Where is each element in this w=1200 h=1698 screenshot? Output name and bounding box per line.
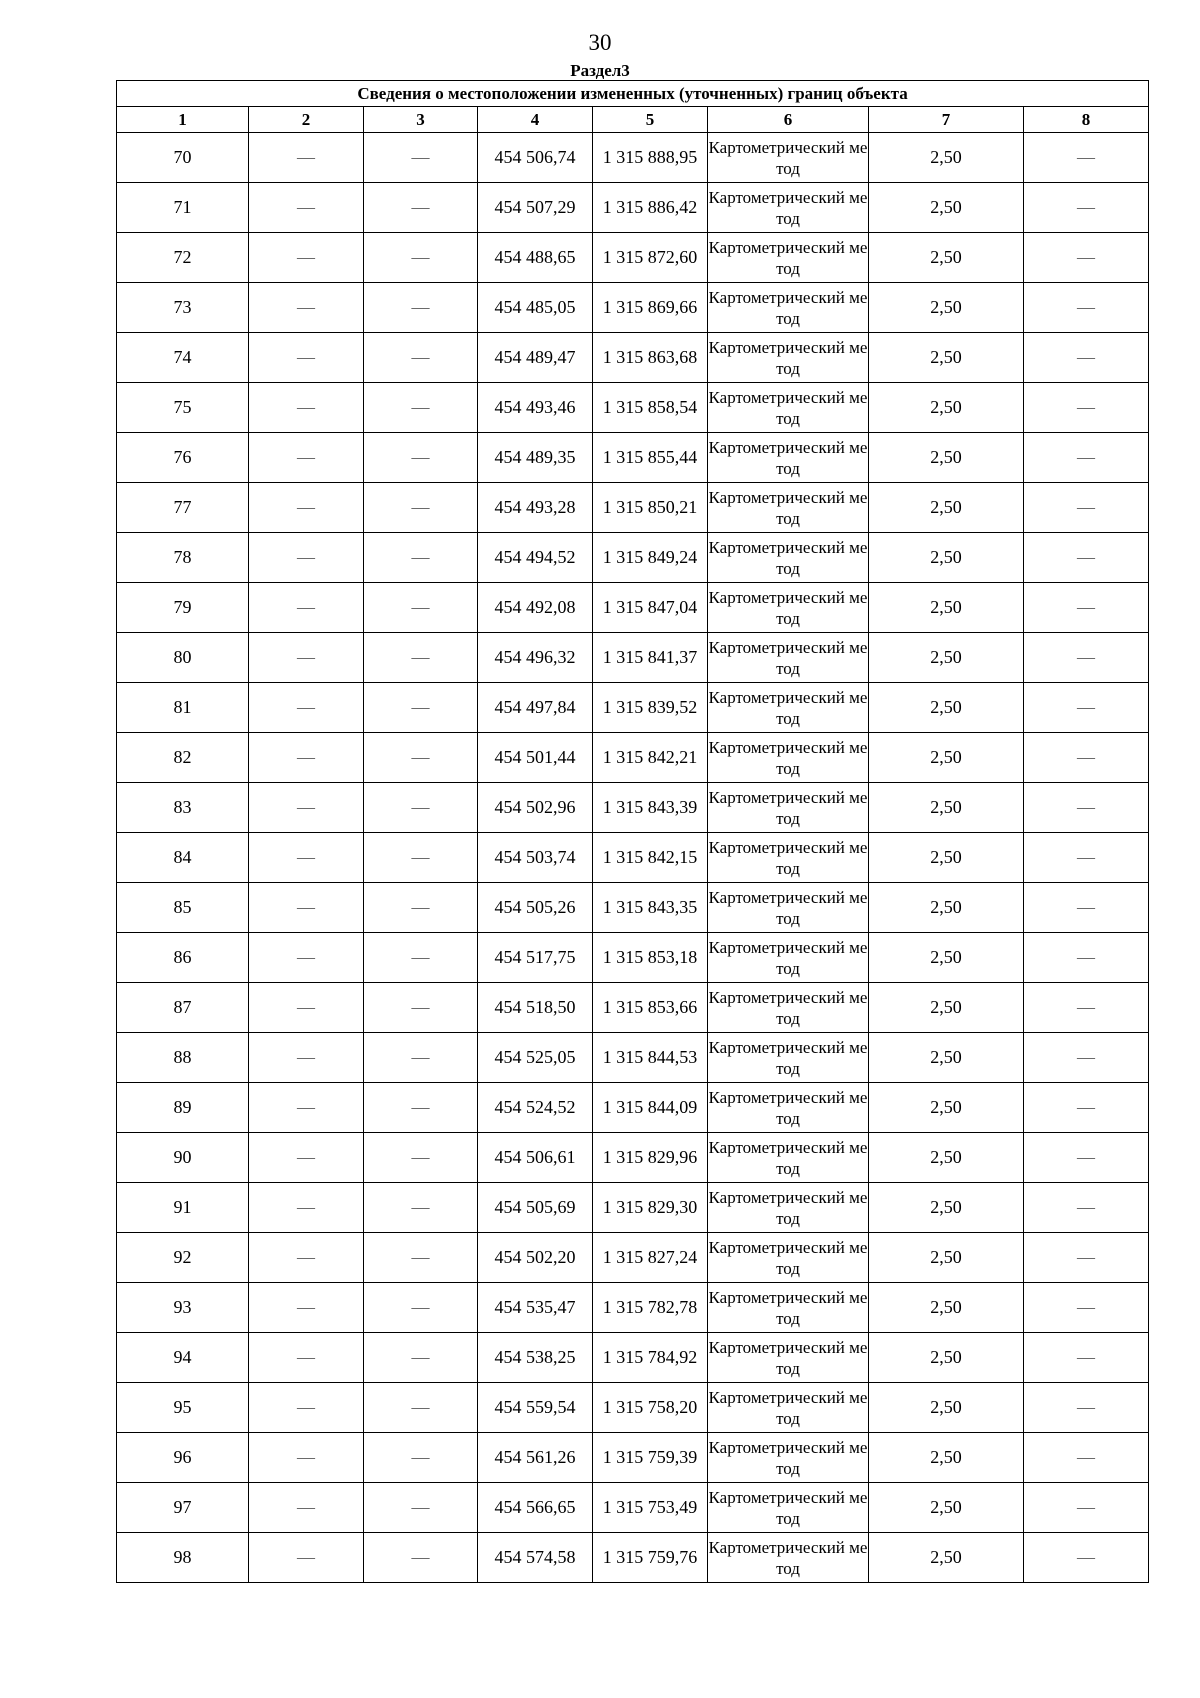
y-coordinate-cell: 1 315 855,44 xyxy=(593,433,708,483)
method-cell: Картометрический метод xyxy=(708,1033,869,1083)
y-coordinate-cell: 1 315 863,68 xyxy=(593,333,708,383)
col8-cell: — xyxy=(1024,633,1149,683)
col8-cell: — xyxy=(1024,133,1149,183)
col2-cell: — xyxy=(249,333,364,383)
table-row xyxy=(117,433,1149,483)
col2-cell: — xyxy=(249,883,364,933)
col8-cell: — xyxy=(1024,1033,1149,1083)
y-coordinate-cell: 1 315 758,20 xyxy=(593,1383,708,1433)
column-header-2: 2 xyxy=(249,107,364,133)
x-coordinate-cell: 454 488,65 xyxy=(478,233,593,283)
method-cell: Картометрический метод xyxy=(708,933,869,983)
x-coordinate-cell: 454 559,54 xyxy=(478,1383,593,1433)
col3-cell: — xyxy=(364,883,478,933)
y-coordinate-cell: 1 315 784,92 xyxy=(593,1333,708,1383)
col8-cell: — xyxy=(1024,233,1149,283)
accuracy-cell: 2,50 xyxy=(869,1333,1024,1383)
method-cell: Картометрический метод xyxy=(708,533,869,583)
accuracy-cell: 2,50 xyxy=(869,883,1024,933)
y-coordinate-cell: 1 315 847,04 xyxy=(593,583,708,633)
col8-cell: — xyxy=(1024,533,1149,583)
col3-cell: — xyxy=(364,433,478,483)
col2-cell: — xyxy=(249,783,364,833)
col2-cell: — xyxy=(249,183,364,233)
col2-cell: — xyxy=(249,733,364,783)
method-cell: Картометрический метод xyxy=(708,133,869,183)
method-cell: Картометрический метод xyxy=(708,783,869,833)
col8-cell: — xyxy=(1024,1083,1149,1133)
point-number-cell: 71 xyxy=(117,183,249,233)
col8-cell: — xyxy=(1024,1483,1149,1533)
col3-cell: — xyxy=(364,683,478,733)
column-header-3: 3 xyxy=(364,107,478,133)
y-coordinate-cell: 1 315 888,95 xyxy=(593,133,708,183)
col8-cell: — xyxy=(1024,1383,1149,1433)
x-coordinate-cell: 454 485,05 xyxy=(478,283,593,333)
accuracy-cell: 2,50 xyxy=(869,1233,1024,1283)
col3-cell: — xyxy=(364,183,478,233)
col8-cell: — xyxy=(1024,1183,1149,1233)
x-coordinate-cell: 454 502,20 xyxy=(478,1233,593,1283)
col2-cell: — xyxy=(249,1333,364,1383)
column-header-4: 4 xyxy=(478,107,593,133)
y-coordinate-cell: 1 315 782,78 xyxy=(593,1283,708,1333)
y-coordinate-cell: 1 315 844,09 xyxy=(593,1083,708,1133)
col3-cell: — xyxy=(364,283,478,333)
y-coordinate-cell: 1 315 886,42 xyxy=(593,183,708,233)
col8-cell: — xyxy=(1024,1533,1149,1583)
col8-cell: — xyxy=(1024,1233,1149,1283)
col8-cell: — xyxy=(1024,783,1149,833)
col8-cell: — xyxy=(1024,983,1149,1033)
point-number-cell: 80 xyxy=(117,633,249,683)
col3-cell: — xyxy=(364,383,478,433)
accuracy-cell: 2,50 xyxy=(869,133,1024,183)
table-row xyxy=(117,1383,1149,1433)
method-cell: Картометрический метод xyxy=(708,333,869,383)
col8-cell: — xyxy=(1024,183,1149,233)
table-row xyxy=(117,733,1149,783)
method-cell: Картометрический метод xyxy=(708,283,869,333)
accuracy-cell: 2,50 xyxy=(869,1283,1024,1333)
col3-cell: — xyxy=(364,483,478,533)
column-header-5: 5 xyxy=(593,107,708,133)
accuracy-cell: 2,50 xyxy=(869,683,1024,733)
table-row xyxy=(117,283,1149,333)
col2-cell: — xyxy=(249,1383,364,1433)
page-number: 30 xyxy=(588,30,612,55)
point-number-cell: 82 xyxy=(117,733,249,783)
method-cell: Картометрический метод xyxy=(708,983,869,1033)
method-cell: Картометрический метод xyxy=(708,183,869,233)
accuracy-cell: 2,50 xyxy=(869,533,1024,583)
point-number-cell: 79 xyxy=(117,583,249,633)
y-coordinate-cell: 1 315 858,54 xyxy=(593,383,708,433)
table-row xyxy=(117,533,1149,583)
col3-cell: — xyxy=(364,783,478,833)
x-coordinate-cell: 454 503,74 xyxy=(478,833,593,883)
x-coordinate-cell: 454 574,58 xyxy=(478,1533,593,1583)
col2-cell: — xyxy=(249,1133,364,1183)
col3-cell: — xyxy=(364,983,478,1033)
table-row xyxy=(117,1083,1149,1133)
table-row xyxy=(117,483,1149,533)
accuracy-cell: 2,50 xyxy=(869,1483,1024,1533)
accuracy-cell: 2,50 xyxy=(869,1183,1024,1233)
column-header-7: 7 xyxy=(869,107,1024,133)
x-coordinate-cell: 454 493,28 xyxy=(478,483,593,533)
col2-cell: — xyxy=(249,1483,364,1533)
y-coordinate-cell: 1 315 850,21 xyxy=(593,483,708,533)
col2-cell: — xyxy=(249,1083,364,1133)
col2-cell: — xyxy=(249,533,364,583)
point-number-cell: 92 xyxy=(117,1233,249,1283)
accuracy-cell: 2,50 xyxy=(869,733,1024,783)
table-caption: Сведения о местоположении измененных (уточненных) границ объекта xyxy=(117,81,1149,107)
coordinates-table xyxy=(116,80,1149,1583)
point-number-cell: 83 xyxy=(117,783,249,833)
col3-cell: — xyxy=(364,1133,478,1183)
accuracy-cell: 2,50 xyxy=(869,1533,1024,1583)
method-cell: Картометрический метод xyxy=(708,483,869,533)
accuracy-cell: 2,50 xyxy=(869,1383,1024,1433)
point-number-cell: 72 xyxy=(117,233,249,283)
y-coordinate-cell: 1 315 753,49 xyxy=(593,1483,708,1533)
method-cell: Картометрический метод xyxy=(708,433,869,483)
col2-cell: — xyxy=(249,433,364,483)
x-coordinate-cell: 454 525,05 xyxy=(478,1033,593,1083)
point-number-cell: 73 xyxy=(117,283,249,333)
col3-cell: — xyxy=(364,733,478,783)
accuracy-cell: 2,50 xyxy=(869,433,1024,483)
accuracy-cell: 2,50 xyxy=(869,1083,1024,1133)
col8-cell: — xyxy=(1024,283,1149,333)
col2-cell: — xyxy=(249,383,364,433)
y-coordinate-cell: 1 315 853,66 xyxy=(593,983,708,1033)
col2-cell: — xyxy=(249,1183,364,1233)
col3-cell: — xyxy=(364,1033,478,1083)
accuracy-cell: 2,50 xyxy=(869,1133,1024,1183)
point-number-cell: 85 xyxy=(117,883,249,933)
accuracy-cell: 2,50 xyxy=(869,583,1024,633)
table-row xyxy=(117,1033,1149,1083)
table-row xyxy=(117,983,1149,1033)
accuracy-cell: 2,50 xyxy=(869,233,1024,283)
x-coordinate-cell: 454 493,46 xyxy=(478,383,593,433)
col3-cell: — xyxy=(364,333,478,383)
method-cell: Картометрический метод xyxy=(708,1333,869,1383)
col3-cell: — xyxy=(364,533,478,583)
y-coordinate-cell: 1 315 853,18 xyxy=(593,933,708,983)
y-coordinate-cell: 1 315 827,24 xyxy=(593,1233,708,1283)
col3-cell: — xyxy=(364,1483,478,1533)
col2-cell: — xyxy=(249,1533,364,1583)
x-coordinate-cell: 454 501,44 xyxy=(478,733,593,783)
method-cell: Картометрический метод xyxy=(708,1433,869,1483)
table-caption-row xyxy=(117,81,1149,107)
col2-cell: — xyxy=(249,1283,364,1333)
y-coordinate-cell: 1 315 829,30 xyxy=(593,1183,708,1233)
method-cell: Картометрический метод xyxy=(708,1183,869,1233)
col3-cell: — xyxy=(364,1533,478,1583)
point-number-cell: 89 xyxy=(117,1083,249,1133)
col2-cell: — xyxy=(249,933,364,983)
col3-cell: — xyxy=(364,633,478,683)
y-coordinate-cell: 1 315 842,21 xyxy=(593,733,708,783)
column-header-8: 8 xyxy=(1024,107,1149,133)
x-coordinate-cell: 454 489,35 xyxy=(478,433,593,483)
method-cell: Картометрический метод xyxy=(708,683,869,733)
x-coordinate-cell: 454 507,29 xyxy=(478,183,593,233)
accuracy-cell: 2,50 xyxy=(869,783,1024,833)
col2-cell: — xyxy=(249,683,364,733)
col8-cell: — xyxy=(1024,833,1149,883)
point-number-cell: 98 xyxy=(117,1533,249,1583)
method-cell: Картометрический метод xyxy=(708,1533,869,1583)
col2-cell: — xyxy=(249,483,364,533)
accuracy-cell: 2,50 xyxy=(869,183,1024,233)
y-coordinate-cell: 1 315 869,66 xyxy=(593,283,708,333)
x-coordinate-cell: 454 518,50 xyxy=(478,983,593,1033)
x-coordinate-cell: 454 497,84 xyxy=(478,683,593,733)
accuracy-cell: 2,50 xyxy=(869,633,1024,683)
point-number-cell: 76 xyxy=(117,433,249,483)
accuracy-cell: 2,50 xyxy=(869,483,1024,533)
accuracy-cell: 2,50 xyxy=(869,383,1024,433)
table-row xyxy=(117,633,1149,683)
col2-cell: — xyxy=(249,983,364,1033)
table-row xyxy=(117,833,1149,883)
point-number-cell: 86 xyxy=(117,933,249,983)
col8-cell: — xyxy=(1024,483,1149,533)
col2-cell: — xyxy=(249,233,364,283)
y-coordinate-cell: 1 315 843,39 xyxy=(593,783,708,833)
method-cell: Картометрический метод xyxy=(708,1133,869,1183)
col3-cell: — xyxy=(364,1083,478,1133)
col8-cell: — xyxy=(1024,683,1149,733)
x-coordinate-cell: 454 505,69 xyxy=(478,1183,593,1233)
table-row xyxy=(117,1283,1149,1333)
point-number-cell: 91 xyxy=(117,1183,249,1233)
col3-cell: — xyxy=(364,583,478,633)
col3-cell: — xyxy=(364,1283,478,1333)
table-row xyxy=(117,333,1149,383)
y-coordinate-cell: 1 315 844,53 xyxy=(593,1033,708,1083)
table-row xyxy=(117,1333,1149,1383)
method-cell: Картометрический метод xyxy=(708,1233,869,1283)
col2-cell: — xyxy=(249,283,364,333)
y-coordinate-cell: 1 315 841,37 xyxy=(593,633,708,683)
table-row xyxy=(117,1133,1149,1183)
accuracy-cell: 2,50 xyxy=(869,1033,1024,1083)
col2-cell: — xyxy=(249,133,364,183)
x-coordinate-cell: 454 538,25 xyxy=(478,1333,593,1383)
method-cell: Картометрический метод xyxy=(708,1283,869,1333)
method-cell: Картометрический метод xyxy=(708,633,869,683)
x-coordinate-cell: 454 561,26 xyxy=(478,1433,593,1483)
col3-cell: — xyxy=(364,933,478,983)
col8-cell: — xyxy=(1024,1433,1149,1483)
method-cell: Картометрический метод xyxy=(708,583,869,633)
col8-cell: — xyxy=(1024,383,1149,433)
point-number-cell: 90 xyxy=(117,1133,249,1183)
accuracy-cell: 2,50 xyxy=(869,333,1024,383)
col8-cell: — xyxy=(1024,333,1149,383)
table-row xyxy=(117,183,1149,233)
table-row xyxy=(117,1433,1149,1483)
x-coordinate-cell: 454 489,47 xyxy=(478,333,593,383)
accuracy-cell: 2,50 xyxy=(869,283,1024,333)
point-number-cell: 84 xyxy=(117,833,249,883)
table-body xyxy=(117,81,1149,1583)
x-coordinate-cell: 454 496,32 xyxy=(478,633,593,683)
point-number-cell: 70 xyxy=(117,133,249,183)
col8-cell: — xyxy=(1024,433,1149,483)
section-title: Раздел3 xyxy=(570,61,630,80)
table-row xyxy=(117,383,1149,433)
point-number-cell: 81 xyxy=(117,683,249,733)
col3-cell: — xyxy=(364,833,478,883)
y-coordinate-cell: 1 315 759,39 xyxy=(593,1433,708,1483)
y-coordinate-cell: 1 315 842,15 xyxy=(593,833,708,883)
method-cell: Картометрический метод xyxy=(708,233,869,283)
point-number-cell: 78 xyxy=(117,533,249,583)
point-number-cell: 96 xyxy=(117,1433,249,1483)
column-header-row xyxy=(117,107,1149,133)
col2-cell: — xyxy=(249,583,364,633)
point-number-cell: 88 xyxy=(117,1033,249,1083)
accuracy-cell: 2,50 xyxy=(869,983,1024,1033)
column-header-1: 1 xyxy=(117,107,249,133)
x-coordinate-cell: 454 566,65 xyxy=(478,1483,593,1533)
table-row xyxy=(117,1233,1149,1283)
method-cell: Картометрический метод xyxy=(708,883,869,933)
table-row xyxy=(117,933,1149,983)
point-number-cell: 95 xyxy=(117,1383,249,1433)
x-coordinate-cell: 454 506,74 xyxy=(478,133,593,183)
col3-cell: — xyxy=(364,1383,478,1433)
col2-cell: — xyxy=(249,1433,364,1483)
col3-cell: — xyxy=(364,1233,478,1283)
y-coordinate-cell: 1 315 843,35 xyxy=(593,883,708,933)
point-number-cell: 93 xyxy=(117,1283,249,1333)
col3-cell: — xyxy=(364,1183,478,1233)
x-coordinate-cell: 454 535,47 xyxy=(478,1283,593,1333)
x-coordinate-cell: 454 506,61 xyxy=(478,1133,593,1183)
point-number-cell: 74 xyxy=(117,333,249,383)
y-coordinate-cell: 1 315 829,96 xyxy=(593,1133,708,1183)
method-cell: Картометрический метод xyxy=(708,1083,869,1133)
x-coordinate-cell: 454 517,75 xyxy=(478,933,593,983)
col2-cell: — xyxy=(249,1033,364,1083)
table-row xyxy=(117,583,1149,633)
col8-cell: — xyxy=(1024,1283,1149,1333)
x-coordinate-cell: 454 494,52 xyxy=(478,533,593,583)
accuracy-cell: 2,50 xyxy=(869,933,1024,983)
method-cell: Картометрический метод xyxy=(708,1483,869,1533)
table-row xyxy=(117,883,1149,933)
x-coordinate-cell: 454 492,08 xyxy=(478,583,593,633)
y-coordinate-cell: 1 315 849,24 xyxy=(593,533,708,583)
col8-cell: — xyxy=(1024,733,1149,783)
col8-cell: — xyxy=(1024,933,1149,983)
table-row xyxy=(117,133,1149,183)
point-number-cell: 77 xyxy=(117,483,249,533)
col8-cell: — xyxy=(1024,1333,1149,1383)
column-header-6: 6 xyxy=(708,107,869,133)
table-row xyxy=(117,1483,1149,1533)
table-row xyxy=(117,1533,1149,1583)
method-cell: Картометрический метод xyxy=(708,1383,869,1433)
col3-cell: — xyxy=(364,233,478,283)
table-row xyxy=(117,1183,1149,1233)
x-coordinate-cell: 454 524,52 xyxy=(478,1083,593,1133)
method-cell: Картометрический метод xyxy=(708,733,869,783)
point-number-cell: 87 xyxy=(117,983,249,1033)
col2-cell: — xyxy=(249,1233,364,1283)
table-row xyxy=(117,683,1149,733)
y-coordinate-cell: 1 315 759,76 xyxy=(593,1533,708,1583)
accuracy-cell: 2,50 xyxy=(869,1433,1024,1483)
table-row xyxy=(117,233,1149,283)
x-coordinate-cell: 454 502,96 xyxy=(478,783,593,833)
col8-cell: — xyxy=(1024,883,1149,933)
col3-cell: — xyxy=(364,1433,478,1483)
y-coordinate-cell: 1 315 872,60 xyxy=(593,233,708,283)
x-coordinate-cell: 454 505,26 xyxy=(478,883,593,933)
col3-cell: — xyxy=(364,1333,478,1383)
col8-cell: — xyxy=(1024,583,1149,633)
method-cell: Картометрический метод xyxy=(708,833,869,883)
method-cell: Картометрический метод xyxy=(708,383,869,433)
col3-cell: — xyxy=(364,133,478,183)
y-coordinate-cell: 1 315 839,52 xyxy=(593,683,708,733)
col2-cell: — xyxy=(249,633,364,683)
accuracy-cell: 2,50 xyxy=(869,833,1024,883)
col8-cell: — xyxy=(1024,1133,1149,1183)
point-number-cell: 75 xyxy=(117,383,249,433)
table-row xyxy=(117,783,1149,833)
point-number-cell: 97 xyxy=(117,1483,249,1533)
col2-cell: — xyxy=(249,833,364,883)
point-number-cell: 94 xyxy=(117,1333,249,1383)
